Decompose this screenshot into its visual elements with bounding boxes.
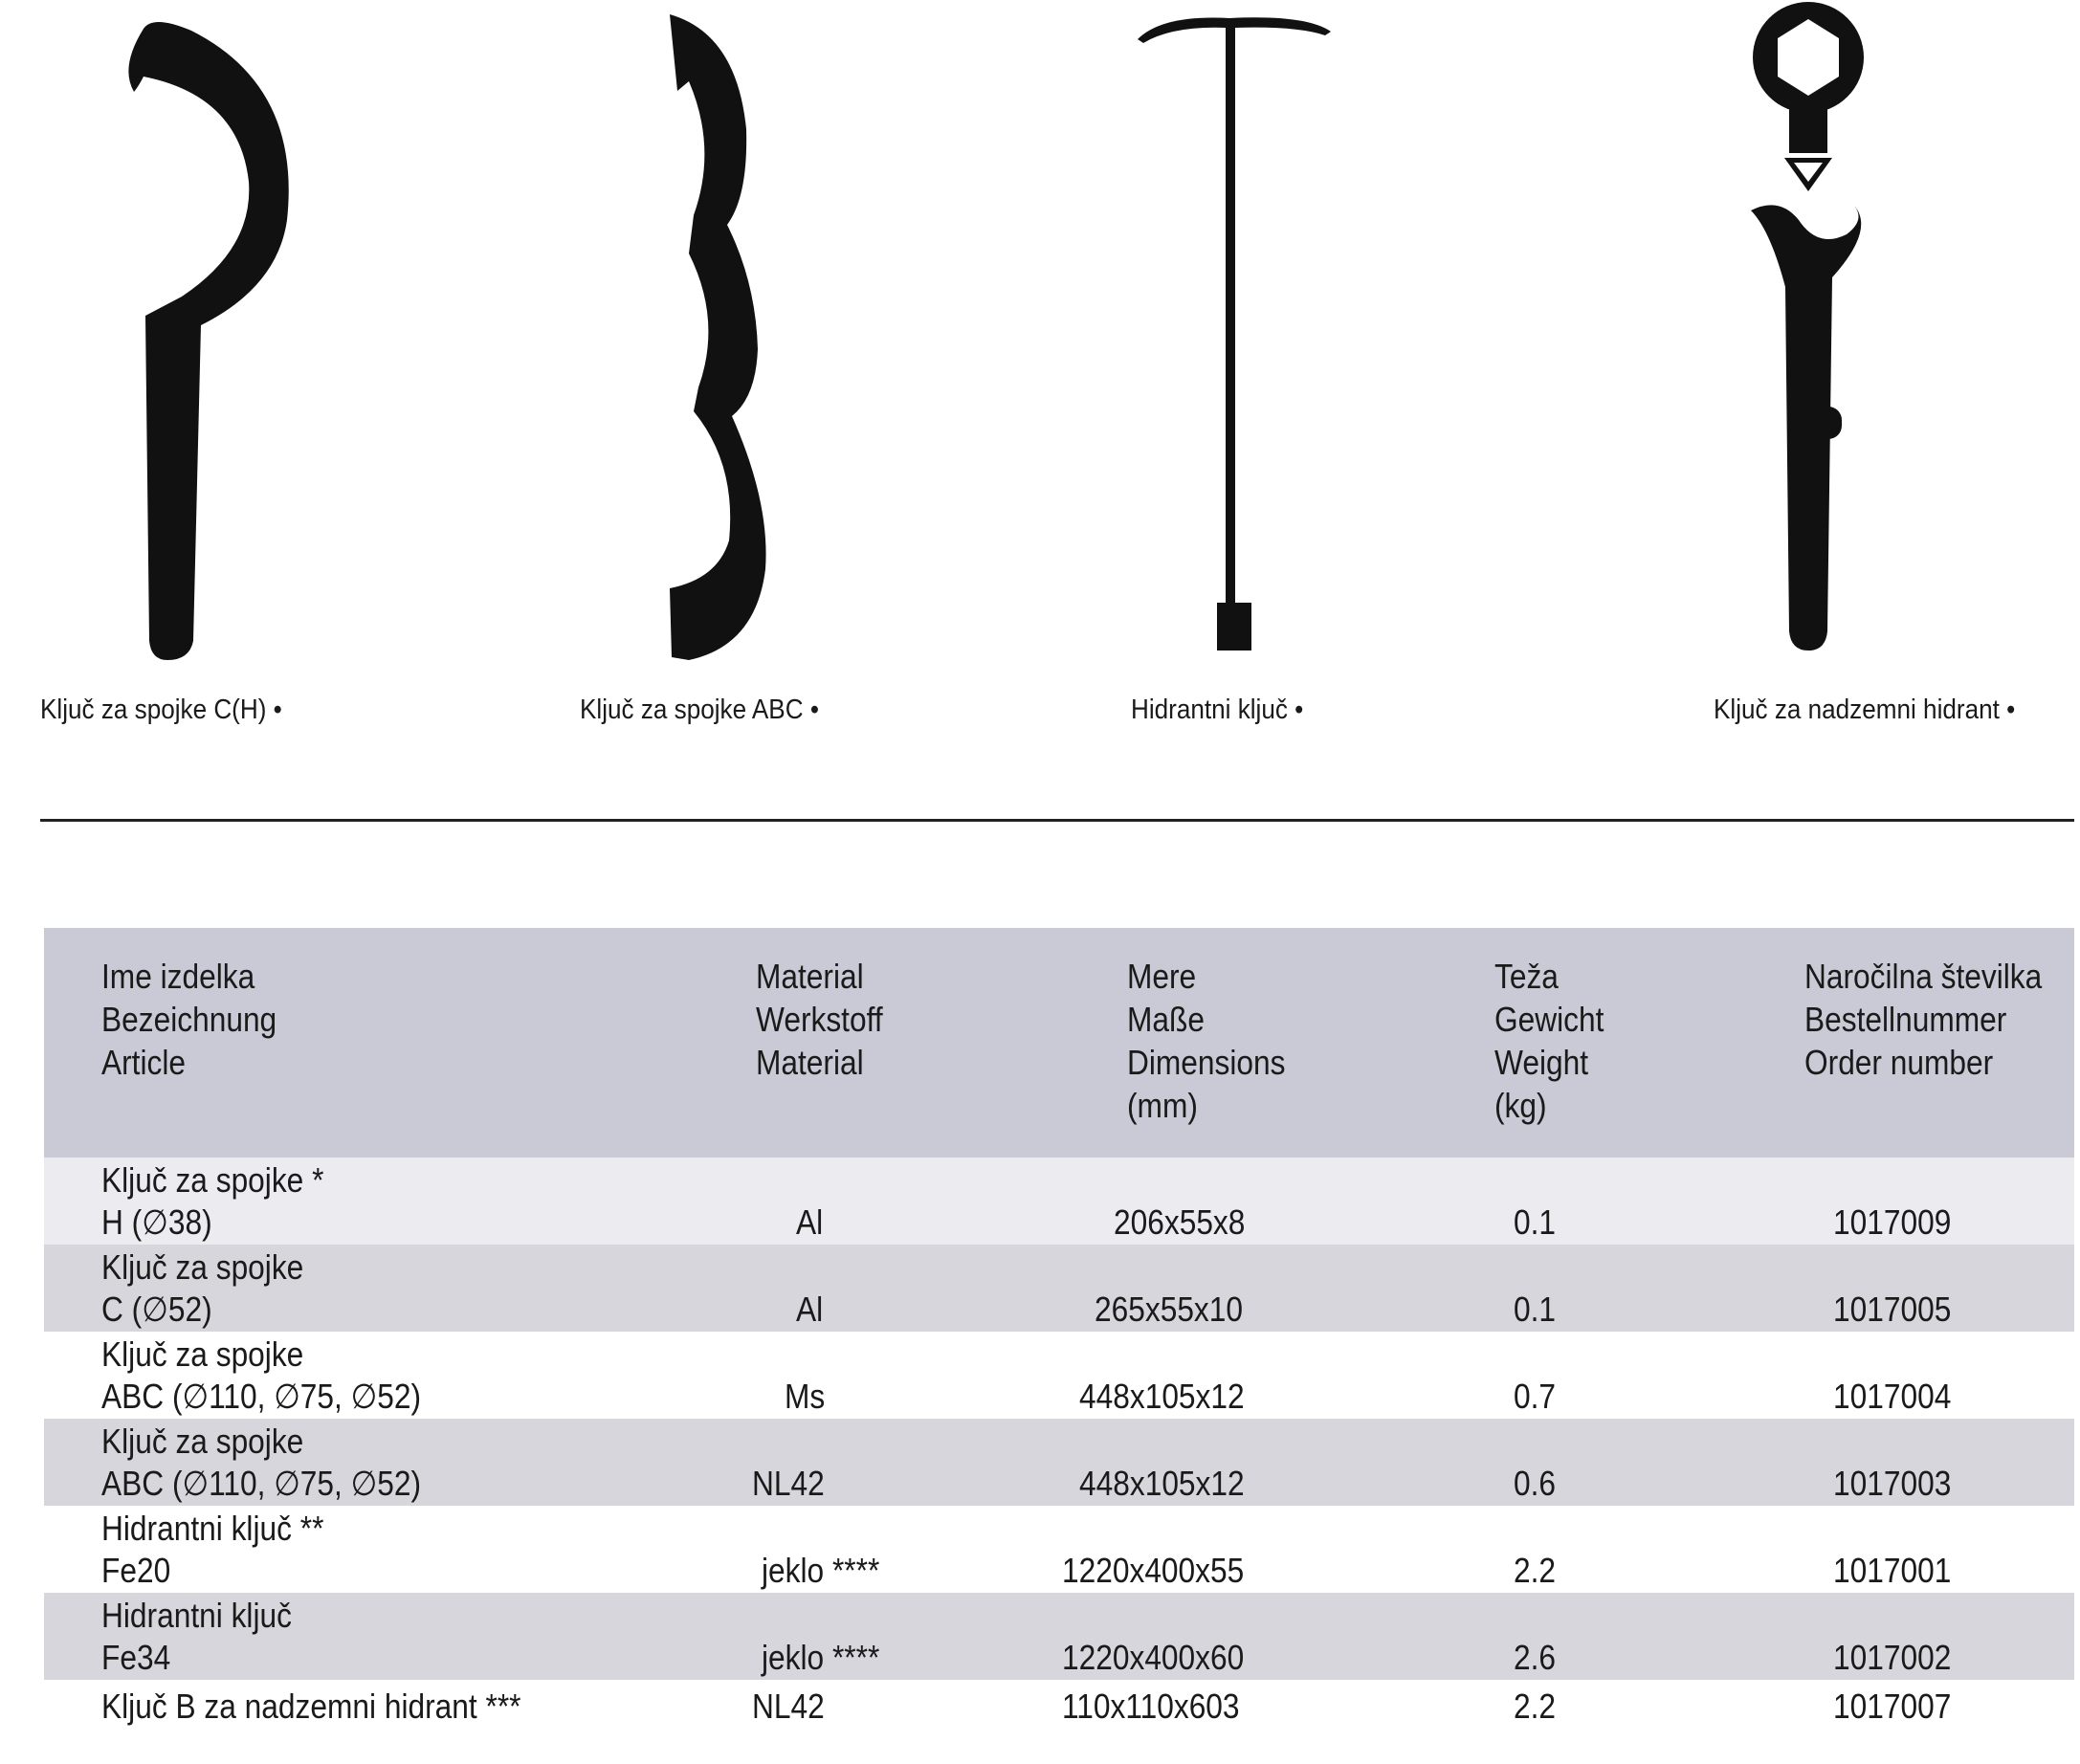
product-caption: Ključ za nadzemni hidrant • bbox=[1714, 695, 2016, 725]
above-ground-hydrant-key-icon bbox=[1741, 0, 1875, 660]
cell-name: Ključ za spojke * H (∅38) bbox=[101, 1160, 324, 1242]
table-row bbox=[44, 1245, 2074, 1332]
header-material: Material Werkstoff Material bbox=[756, 957, 883, 1082]
cell-weight: 2.2 bbox=[1514, 1551, 1557, 1590]
cell-name: Ključ B za nadzemni hidrant *** bbox=[101, 1687, 521, 1726]
cell-material: Ms bbox=[785, 1377, 826, 1416]
table-row bbox=[44, 1593, 2074, 1680]
cell-dimensions: 1220x400x60 bbox=[1062, 1638, 1245, 1677]
cell-dimensions: 265x55x10 bbox=[1095, 1290, 1244, 1329]
cell-dimensions: 448x105x12 bbox=[1079, 1464, 1245, 1503]
cell-dimensions: 110x110x603 bbox=[1062, 1687, 1240, 1726]
cell-material: Al bbox=[796, 1290, 824, 1329]
table-row bbox=[44, 1506, 2074, 1593]
product-caption: Hidrantni ključ • bbox=[1131, 695, 1304, 725]
cell-weight: 2.2 bbox=[1514, 1687, 1557, 1726]
cell-order-number: 1017002 bbox=[1833, 1638, 1952, 1677]
cell-name: Hidrantni ključ Fe34 bbox=[101, 1596, 292, 1677]
cell-order-number: 1017007 bbox=[1833, 1687, 1952, 1726]
cell-name: Ključ za spojke C (∅52) bbox=[101, 1247, 304, 1329]
product-caption: Ključ za spojke C(H) • bbox=[40, 695, 282, 725]
cell-name: Hidrantni ključ ** Fe20 bbox=[101, 1509, 324, 1590]
cell-dimensions: 1220x400x55 bbox=[1062, 1551, 1245, 1590]
cell-name: Ključ za spojke ABC (∅110, ∅75, ∅52) bbox=[101, 1334, 422, 1416]
section-divider bbox=[40, 819, 2074, 822]
cell-weight: 0.1 bbox=[1514, 1202, 1557, 1242]
table-header bbox=[44, 928, 2074, 1158]
table-row bbox=[44, 1158, 2074, 1245]
cell-material: NL42 bbox=[752, 1464, 825, 1503]
cell-dimensions: 206x55x8 bbox=[1114, 1202, 1246, 1242]
cell-weight: 0.6 bbox=[1514, 1464, 1557, 1503]
cell-order-number: 1017001 bbox=[1833, 1551, 1952, 1590]
header-article: Ime izdelka Bezeichnung Article bbox=[101, 957, 277, 1082]
cell-order-number: 1017003 bbox=[1833, 1464, 1952, 1503]
header-dimensions: Mere Maße Dimensions (mm) bbox=[1127, 957, 1286, 1125]
hydrant-key-icon bbox=[1134, 5, 1335, 665]
hook-spanner-icon bbox=[86, 10, 306, 670]
product-caption: Ključ za spojke ABC • bbox=[580, 695, 819, 725]
header-order-number: Naročilna številka Bestellnummer Order number bbox=[1804, 957, 2043, 1082]
cell-dimensions: 448x105x12 bbox=[1079, 1377, 1245, 1416]
table-row bbox=[44, 1419, 2074, 1506]
cell-material: NL42 bbox=[752, 1687, 825, 1726]
table-row bbox=[44, 1332, 2074, 1419]
cell-weight: 0.7 bbox=[1514, 1377, 1557, 1416]
spec-table bbox=[44, 928, 2074, 1735]
cell-order-number: 1017005 bbox=[1833, 1290, 1952, 1329]
table-row bbox=[44, 1680, 2074, 1735]
cell-material: jeklo **** bbox=[762, 1551, 880, 1590]
cell-weight: 0.1 bbox=[1514, 1290, 1557, 1329]
cell-order-number: 1017004 bbox=[1833, 1377, 1952, 1416]
cell-name: Ključ za spojke ABC (∅110, ∅75, ∅52) bbox=[101, 1422, 422, 1503]
cell-material: jeklo **** bbox=[762, 1638, 880, 1677]
header-weight: Teža Gewicht Weight (kg) bbox=[1494, 957, 1604, 1125]
cell-weight: 2.6 bbox=[1514, 1638, 1557, 1677]
cell-material: Al bbox=[796, 1202, 824, 1242]
abc-coupling-spanner-icon bbox=[651, 5, 785, 665]
cell-order-number: 1017009 bbox=[1833, 1202, 1952, 1242]
